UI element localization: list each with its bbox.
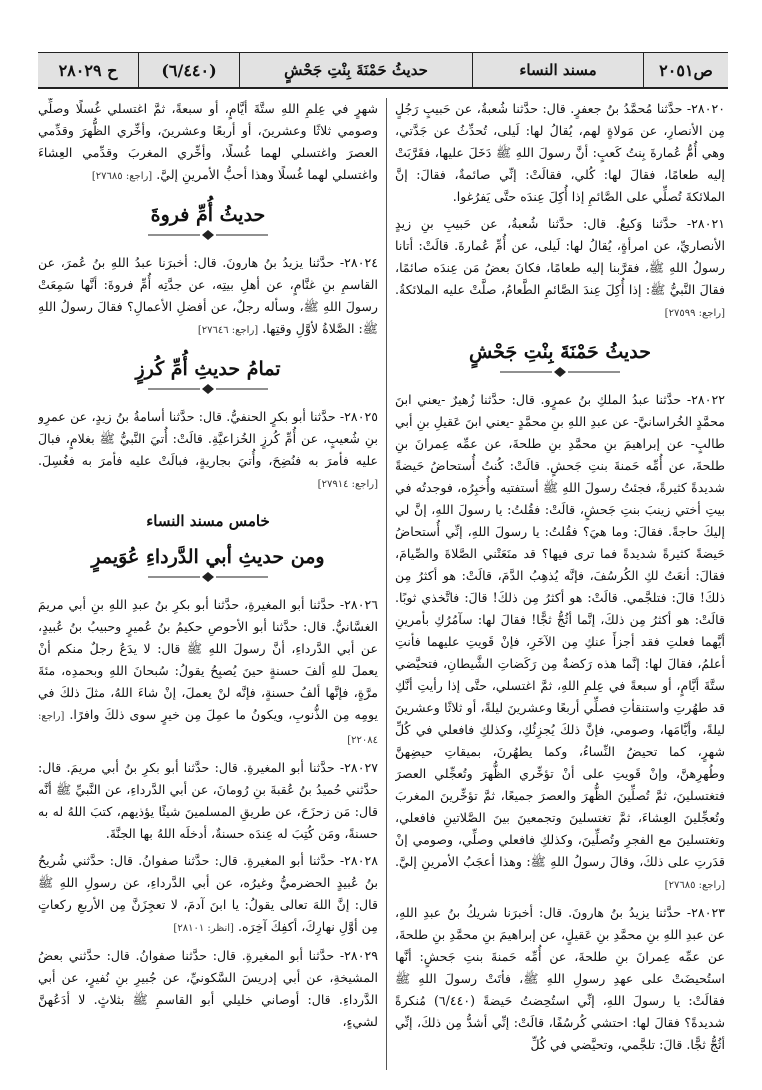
hadith-range: ح ٢٨٠٢٩ — [58, 60, 118, 80]
hadith-text: ٢٨٠٢٨- حدَّثنا أبو المغيرةِ. قال: حدَّثنا صفوانُ. قال: حدَّثني شُريحُ بنُ عُبيدٍ الحضرميُّ وغيرُه، عن أبي الدَّرداءِ، عن رسولِ اللهِ ﷺ قال: إنَّ اللهَ تعالى يقولُ: يا ابنَ آدمَ، لا تعجِزَنَّ مِن الأربعِ ركعاتٍ مِن أوَّلِ نهارِكَ، أكفِكَ آخِرَه. — [38, 853, 378, 934]
hadith-text: ٢٨٠٢٥- حدَّثنا أبو بكرٍ الحنفيُّ. قال: حدَّثنا أسامةُ بنُ زيدٍ، عن عمرِو بنِ شُعيبٍ، عن أُمِّ كُرزٍ الخُزاعيَّةِ. قالَتْ: أُتيَ النَّبيُّ ﷺ بغلامٍ، فبالَ عليه فأمرَ به فنُضِحَ، وأُتيَ بجاريةٍ، فبالَتْ عليه فأمرَ به فغُسِلَ. — [38, 409, 378, 468]
hadith-text: ٢٨٠٢٤- حدَّثنا يزيدُ بنُ هارونَ. قال: أخبرَنا عبدُ اللهِ بنُ عُمرَ، عن القاسمِ بنِ غنَّامٍ، عن أهلِ بيتِه، عن جدَّتِه أُمِّ فروةَ: أنَّها سَمِعَتْ رسولَ اللهِ ﷺ، وسأله رجلٌ، عن أفضلِ الأعمالِ؟ فقالَ رسولُ اللهِ ﷺ: الصَّلاةُ لأوَّلِ وقتِها. — [38, 255, 378, 336]
hadith-28020 — [395, 98, 725, 208]
section-title-umm-farwa: حديثُ أُمِّ فروةَ — [150, 204, 266, 226]
running-header — [38, 52, 728, 89]
hadith-text: ٢٨٠٢٠- حدَّثنا مُحمَّدُ بنُ جعفرٍ. قال: حدَّثنا شُعبةُ، عن حَبيبٍ رَجُلٍ مِن الأنصارِ، عن مَولاةٍ لهم، يُقالُ لها: لَيلى، تُحدِّثُ عن جَدَّتي، وهي أُمُّ عُمارةَ بِنتُ كَعبٍ: أنَّ رسولَ اللهِ ﷺ دَخَلَ عليها، فقَرَّبَتْ إليه طعامًا، فقالَ لها: كُلي، فقالَتْ: إنِّي صائمةٌ، فقالَ: إنَّ الملائكةَ تُصلِّي على الصَّائمِ إذا أُكِلَ عِندَه حتَّى يَفرُغوا. — [395, 101, 725, 204]
hadith-text: ٢٨٠٢٢- حدَّثنا عبدُ الملكِ بنُ عمرٍو. قال: حدَّثنا زُهيرٌ -يعني ابنَ محمَّدٍ الخُراسانيَّ- عن عبدِ اللهِ بنِ محمَّدٍ -يعني ابنَ عَقيلِ بنِ أبي طالبٍ- عن إبراهيمَ بنِ محمَّدِ بنِ طلحةَ، عن عمِّه عِمرانَ بنِ طلحةَ، عن أُمِّه حَمنةَ بنتِ جَحشٍ. قالَتْ: كُنتُ أُستحاضُ حَيضةً شديدةً كثيرةً، فجئتُ رسولَ اللهِ ﷺ أستفتيه وأُخبِرُه، فوجدتُه في بيتِ أختي زينبَ بنتِ جَحشٍ، قالَتْ: فقُلتُ: يا رسولَ اللهِ، إنَّ لي إليكَ حاجةً. فقالَ: وما هيَ؟ فقُلتُ: يا رسولَ اللهِ، إنِّي أُستحاضُ حَيضةً كثيرةً شديدةً فما ترى فيها؟ قد منَعَتْني الصَّلاةَ والصِّيامَ، فقالَ: أنعَتُ لكِ الكُرسُفَ، فإنَّه يُذهِبُ الدَّمَ، قالَتْ: هو أكثرُ مِن ذلكَ! قالَ: فتلجَّمي. قالَتْ: هو أكثرُ مِن ذلكَ! قالَ: فاتَّخذي ثوبًا. قالَتْ: هو أكثرُ مِن ذلكَ، إنَّما أثُجُّ ثجًّا! فقالَ لها: سآمُرُكِ بأمرينِ أيَّهما فعلتِ فقد أجزأَ عنكِ مِن الآخَرِ، فإنْ قَويتِ عليهما فأنتِ أعلمُ، فقالَ لها: إنَّما هذه رَكضةٌ مِن رَكَضاتِ الشَّيطانِ، فتحيَّضي ستَّةَ أيَّامٍ، أو سبعةً في عِلمِ اللهِ، ثمَّ اغتسلي، حتَّى إذا رأيتِ أنَّكِ قد طهُرتِ واستنقأتِ فصلِّي أربعًا وعشرينَ ليلةً، أو ثلاثًا وعشرينَ ليلةً، وأيَّامَها، وصومي، فإنَّ ذلكَ يُجزِئُكِ، وكذلكِ فافعلي في كُلِّ شهرٍ، كما تحيضُ النِّساءُ، وكما يطهُرنَ، بميقاتِ حيضِهنَّ وطُهرِهنَّ، وإنْ قَويتِ على أنْ تؤخِّري الظُّهرَ وتُعجِّلي العصرَ فتغتسلينَ، ثمَّ تُصلِّينَ الظُّهرَ والعصرَ جميعًا، ثمَّ تؤخِّرينَ المغربَ وتُعجِّلينَ العِشاءَ، ثمَّ تغتسلينَ وتجمعينَ بينَ الصَّلاتينِ فافعلي، وتغتسلينَ مع الفجرِ وتُصلِّينَ، وكذلكِ فافعلي وصلِّي، وصومي إنْ قدَرتِ على ذلكَ، وقالَ رسولُ اللهِ ﷺ: وهذا أعجَبُ الأمرينِ إليَّ. — [395, 392, 725, 869]
hadith-28022 — [395, 389, 725, 897]
hadith-title: حديثُ حَمْنَةَ بِنْتِ جَحْشٍ — [239, 53, 472, 87]
hadith-text: ٢٨٠٢٩- حدَّثنا أبو المغيرةِ. قال: حدَّثنا صفوانُ. قال: حدَّثني بعضُ المشيخةِ، عن أبي إدريسَ السَّكونيِّ، عن جُبيرِ بنِ نُفيرٍ، عن أبي الدَّرداءِ. قال: أوصاني خليلي أبو القاسمِ ﷺ بثلاثٍ. لا أدَعُهنَّ لشيءٍ، — [38, 948, 378, 1029]
section-title-umm-kurz: تمامُ حديثِ أُمِّ كُرزٍ — [135, 358, 281, 380]
hadith-28025 — [38, 406, 378, 496]
hadith-text: شهرٍ في عِلمِ اللهِ ستَّةَ أيَّامٍ، أو سبعةً، ثمَّ اغتسلي غُسلًا وصلِّي وصومي ثلاثًا وعشرينَ، أو أربعًا وعشرينَ، وأخِّري الظُّهرَ وقدِّمي العصرَ واغتسلي لهما غُسلًا، وأخِّري المغربَ وقدِّمي العِشاءَ واغتسلي لهما غُسلًا وهذا أحبُّ الأمرينِ إليَّ. — [38, 101, 378, 182]
hadith-reference: [راجع: ٢٢٠٨٤] — [38, 711, 378, 746]
ornament-icon — [148, 572, 268, 582]
part-heading: خامس مسند النساء — [146, 512, 270, 530]
hadith-continuation — [38, 98, 378, 188]
hadith-reference: [انظر: ٢٨١٠١] — [173, 923, 234, 934]
hadith-text: ٢٨٠٢٣- حدَّثنا يزيدُ بنُ هارونَ. قال: أخبرَنا شريكُ بنُ عبدِ اللهِ، عن عبدِ اللهِ بنِ محمَّدِ بنِ عَقيلٍ، عن إبراهيمَ بنِ محمَّدِ بنِ طلحةَ، عن عمِّه عِمرانَ بنِ طلحةَ، عن أُمِّه حَمنةَ بنتِ جَحشٍ: أنَّها استُحيضَتْ على عهدِ رسولِ اللهِ ﷺ، فأتَتْ رسولَ اللهِ ﷺ فقالَتْ: يا رسولَ اللهِ، إنِّي استُحِضتُ حَيضةً (٦/٤٤٠) مُنكرةً شديدةً؟ فقالَ لها: احتشي كُرسُفًا، قالَتْ: إنِّي أشدُّ مِن ذلكَ، إنِّي أثُجُّ ثجًّا. قالَ: تلجَّمي، وتحيَّضي في كُلِّ — [395, 905, 725, 1052]
column-divider — [386, 98, 387, 1070]
hadith-reference: [راجع: ٢٧٥٩٩] — [664, 308, 725, 319]
hadith-28027 — [38, 757, 378, 845]
section-title: حديثُ حَمْنَةَ بِنْتِ جَحْشٍ — [468, 341, 652, 363]
ornament-icon — [148, 230, 268, 240]
hadith-text: ٢٨٠٢٧- حدَّثنا أبو المغيرةِ. قال: حدَّثنا أبو بكرِ بنُ أبي مريمَ. قال: حدَّثني حُميدُ بنُ عُقبةَ بنِ رُومانَ، عن أبي الدَّرداءِ، عن النَّبيِّ ﷺ أنَّه قال: مَن زحزَحَ، عن طريقِ المسلمينَ شيئًا يؤذيهم، كتبَ اللهُ له به حسنةً، ومَن كُتِبَ له عِندَه حسنةٌ، أدخلَه اللهُ بها الجنَّةَ. — [38, 760, 378, 841]
hadith-reference: [راجع: ٢٧٦٨٥] — [91, 171, 153, 182]
hadith-text: ٢٨٠٢١- حدَّثنا وَكيعٌ. قال: حدَّثنا شُعبةُ، عن حَبيبِ بنِ زيدٍ الأنصاريِّ، عن امرأةٍ، يُقالُ لها: لَيلى، عن أُمِّ عُمارةَ. قالَتْ: أتانا رسولُ اللهِ ﷺ، فقرَّبنا إليه طعامًا، فكانَ بعضُ مَن عِندَه صائمًا، فقالَ النَّبيُّ ﷺ: إذا أُكِلَ عِندَ الصَّائمِ الطَّعامُ، صلَّتْ عليه الملائكةُ. — [395, 216, 725, 297]
hadith-28026 — [38, 594, 378, 752]
right-column — [395, 98, 725, 1070]
section-title-abu-darda: ومن حديثِ أبي الدَّرداءِ عُوَيمرٍ — [91, 546, 325, 568]
ornament-icon — [148, 384, 268, 394]
volume-ref: (٦/٤٤٠) — [138, 53, 239, 87]
hadith-reference: [راجع: ٢٧٩١٤] — [317, 479, 378, 490]
hadith-28023 — [395, 902, 725, 1056]
hadith-28024 — [38, 252, 378, 342]
hadith-28021 — [395, 213, 725, 325]
hadith-reference: [راجع: ٢٧٦٤٦] — [197, 325, 259, 336]
ornament-icon — [500, 367, 620, 377]
hadith-28029 — [38, 945, 378, 1033]
hadith-28028 — [38, 850, 378, 940]
hadith-text: ٢٨٠٢٦- حدَّثنا أبو المغيرةِ، حدَّثنا أبو بكرِ بنُ عبدِ اللهِ بنِ أبي مريمَ الغسَّانيُّ. قال: حدَّثنا أبو الأحوصِ حكيمُ بنُ عُميرٍ وحبيبُ بنُ عُبيدٍ، عن أبي الدَّرداءِ، أنَّ رسولَ اللهِ ﷺ قال: لا يدَعُ رجلٌ منكم أنْ يعملَ للهِ ألفَ حسنةٍ حينَ يُصبِحُ يقولُ: سُبحانَ اللهِ وبحمدِه، مئةَ مرَّةٍ، فإنَّها ألفُ حسنةٍ، فإنَّه لنْ يعملَ، إنْ شاءَ اللهُ، مثلَ ذلكَ في يومِه مِن الذُّنوبِ، ويكونُ ما عمِلَ مِن خيرٍ سوى ذلكَ وافرًا. — [38, 597, 378, 722]
left-column — [38, 98, 378, 1070]
volume-name: مسند النساء — [472, 53, 643, 87]
hadith-reference: [راجع: ٢٧٦٨٥] — [664, 880, 725, 891]
page-number: ص٢٠٥١ — [643, 53, 728, 87]
